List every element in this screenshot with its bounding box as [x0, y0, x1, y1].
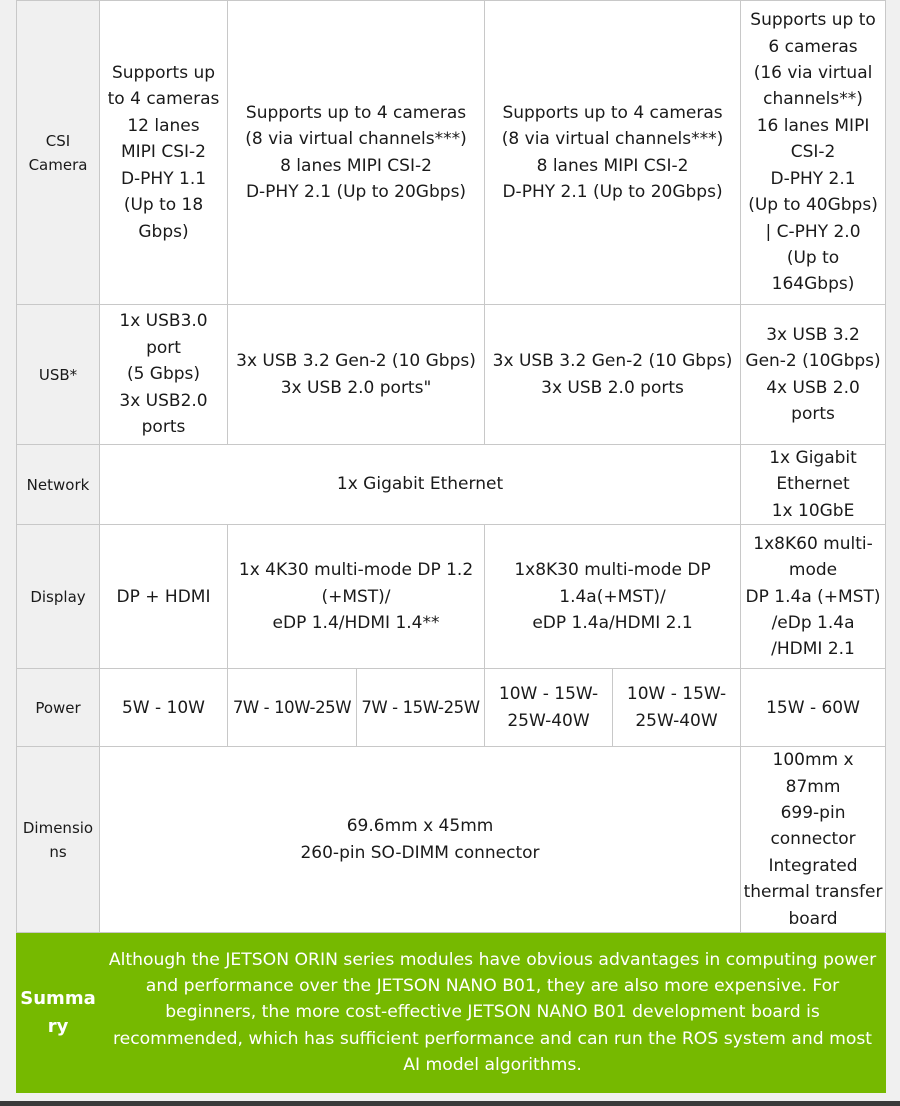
- cell-power-orin-nx-8gb: 10W - 15W- 25W-40W: [485, 669, 613, 747]
- cell-usb-orin-nano: 3x USB 3.2 Gen-2 (10 Gbps) 3x USB 2.0 ports": [228, 305, 485, 445]
- summary-text: Although the JETSON ORIN series modules have obvious advantages in computing power and performance over the JETSON NANO B01, they are also more expensive. For beginners, the more cost-effective JETSON NANO B01 development board is recommended, which has sufficient performance and can run the ROS system and most AI model algorithms.: [100, 933, 886, 1093]
- cell-display-nano: DP + HDMI: [100, 525, 228, 669]
- row-usb: [17, 305, 886, 445]
- cell-dimensions-agx-orin: 100mm x 87mm 699-pin connector Integrated thermal transfer board: [741, 747, 886, 933]
- cell-power-orin-nano-8gb: 7W - 15W-25W: [357, 669, 485, 747]
- cell-csi-nano: Supports up to 4 cameras 12 lanes MIPI CSI-2 D-PHY 1.1 (Up to 18 Gbps): [100, 1, 228, 305]
- row-display: [17, 525, 886, 669]
- row-header-dimensions: Dimensio ns: [17, 747, 100, 933]
- cell-power-nano: 5W - 10W: [100, 669, 228, 747]
- cell-csi-orin-nano: Supports up to 4 cameras (8 via virtual channels***) 8 lanes MIPI CSI-2 D-PHY 2.1 (Up to 20Gbps): [228, 1, 485, 305]
- cell-dimensions-shared: 69.6mm x 45mm 260-pin SO-DIMM connector: [100, 747, 741, 933]
- cell-csi-orin-nx: Supports up to 4 cameras (8 via virtual channels***) 8 lanes MIPI CSI-2 D-PHY 2.1 (Up to 20Gbps): [485, 1, 741, 305]
- cell-usb-orin-nx: 3x USB 3.2 Gen-2 (10 Gbps) 3x USB 2.0 ports: [485, 305, 741, 445]
- cell-network-shared: 1x Gigabit Ethernet: [100, 445, 741, 525]
- row-power: [17, 669, 886, 747]
- cell-power-orin-nx-16gb: 10W - 15W- 25W-40W: [613, 669, 741, 747]
- row-header-csi-camera: CSI Camera: [17, 1, 100, 305]
- row-csi-camera: [17, 1, 886, 305]
- cell-display-orin-nano: 1x 4K30 multi-mode DP 1.2 (+MST)/ eDP 1.4/HDMI 1.4**: [228, 525, 485, 669]
- cell-display-agx-orin: 1x8K60 multi- mode DP 1.4a (+MST) /eDp 1.4a /HDMI 2.1: [741, 525, 886, 669]
- row-header-display: Display: [17, 525, 100, 669]
- cell-usb-agx-orin: 3x USB 3.2 Gen-2 (10Gbps) 4x USB 2.0 ports: [741, 305, 886, 445]
- cell-network-agx-orin: 1x Gigabit Ethernet 1x 10GbE: [741, 445, 886, 525]
- cell-display-orin-nx: 1x8K30 multi-mode DP 1.4a(+MST)/ eDP 1.4a/HDMI 2.1: [485, 525, 741, 669]
- cell-power-agx-orin: 15W - 60W: [741, 669, 886, 747]
- row-header-usb: USB*: [17, 305, 100, 445]
- row-summary: [17, 933, 886, 1093]
- cell-power-orin-nano-4gb: 7W - 10W-25W: [228, 669, 357, 747]
- row-header-summary: Summa ry: [17, 933, 100, 1093]
- row-network: [17, 445, 886, 525]
- row-header-network: Network: [17, 445, 100, 525]
- spec-comparison-table: [16, 0, 886, 1093]
- bottom-divider: [0, 1101, 900, 1106]
- cell-csi-agx-orin: Supports up to 6 cameras (16 via virtual channels**) 16 lanes MIPI CSI-2 D-PHY 2.1 (Up to 40Gbps) | C-PHY 2.0 (Up to 164Gbps): [741, 1, 886, 305]
- row-dimensions: [17, 747, 886, 933]
- row-header-power: Power: [17, 669, 100, 747]
- cell-usb-nano: 1x USB3.0 port (5 Gbps) 3x USB2.0 ports: [100, 305, 228, 445]
